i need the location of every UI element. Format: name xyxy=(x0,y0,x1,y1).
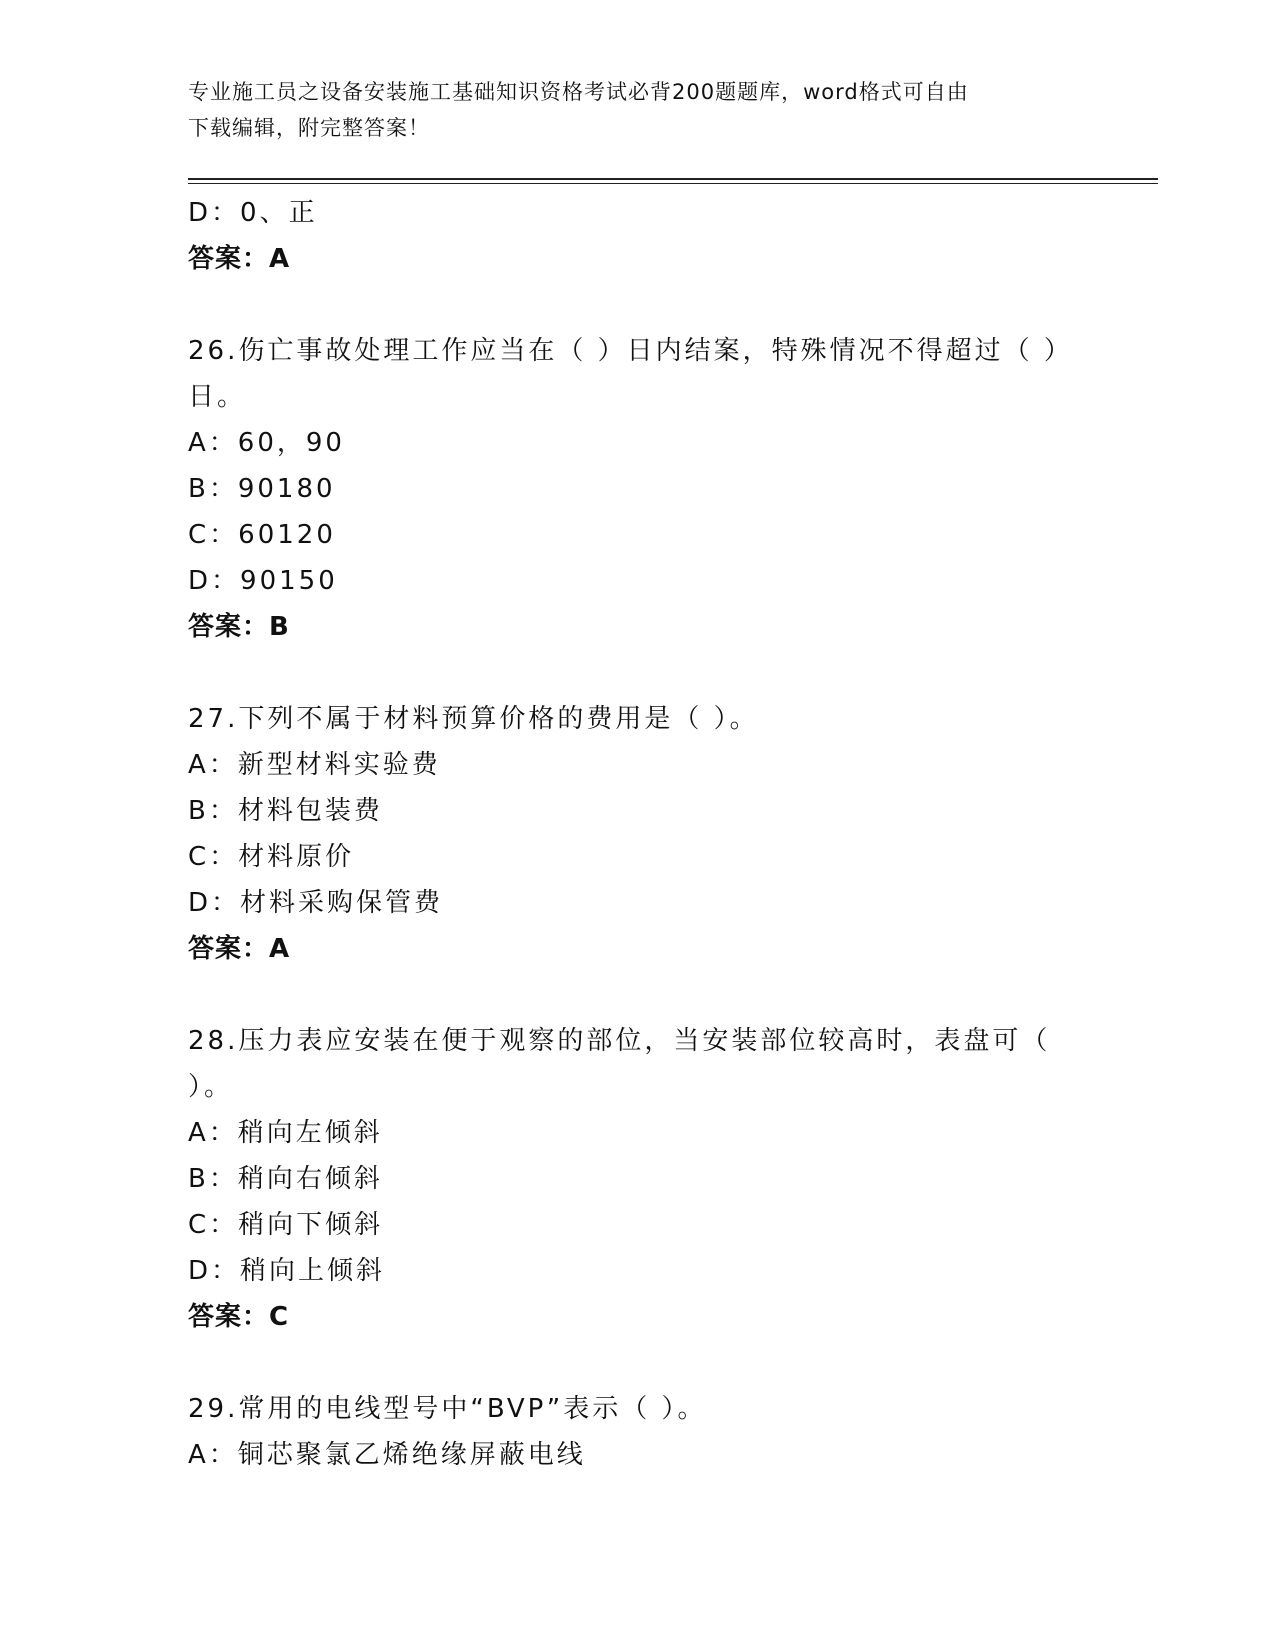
header-divider-thin xyxy=(188,183,1158,184)
option-a: A：60，90 xyxy=(188,428,345,458)
option-c: C：60120 xyxy=(188,520,336,550)
question-stem: 26.伤亡事故处理工作应当在（ ）日内结案，特殊情况不得超过（ ） xyxy=(188,336,1073,366)
document-header xyxy=(188,74,1088,146)
header-divider-thick xyxy=(188,178,1158,180)
option-a: A：铜芯聚氯乙烯绝缘屏蔽电线 xyxy=(188,1440,586,1470)
answer-line: 答案：A xyxy=(188,244,291,274)
option-d: D：稍向上倾斜 xyxy=(188,1256,386,1286)
question-list xyxy=(188,190,1088,1478)
option-c: C：材料原价 xyxy=(188,842,355,872)
spacer xyxy=(188,1340,1088,1386)
question-27 xyxy=(188,696,1088,972)
option-b: B：稍向右倾斜 xyxy=(188,1164,383,1194)
question-stem-continued: ）。 xyxy=(188,1072,234,1102)
question-26 xyxy=(188,328,1088,650)
question-stem: 28.压力表应安装在便于观察的部位，当安装部位较高时，表盘可（ xyxy=(188,1026,1051,1056)
option-b: B：材料包装费 xyxy=(188,796,383,826)
option-d: D：0、正 xyxy=(188,198,318,228)
answer-line: 答案：A xyxy=(188,934,291,964)
option-a: A：稍向左倾斜 xyxy=(188,1118,383,1148)
question-stem: 29.常用的电线型号中“BVP”表示（ ）。 xyxy=(188,1394,707,1424)
option-c: C：稍向下倾斜 xyxy=(188,1210,384,1240)
header-title-line-1: 专业施工员之设备安装施工基础知识资格考试必背200题题库，word格式可自由 xyxy=(188,80,969,104)
answer-line: 答案：B xyxy=(188,612,290,642)
option-d: D：材料采购保管费 xyxy=(188,888,444,918)
question-stem-continued: 日。 xyxy=(188,382,247,412)
option-d: D：90150 xyxy=(188,566,338,596)
answer-line: 答案：C xyxy=(188,1302,290,1332)
previous-question-tail xyxy=(188,190,1088,282)
spacer xyxy=(188,972,1088,1018)
header-title-line-2: 下载编辑，附完整答案！ xyxy=(188,116,430,140)
spacer xyxy=(188,282,1088,328)
question-stem: 27.下列不属于材料预算价格的费用是（ ）。 xyxy=(188,704,759,734)
option-a: A：新型材料实验费 xyxy=(188,750,441,780)
question-29 xyxy=(188,1386,1088,1478)
spacer xyxy=(188,650,1088,696)
question-28 xyxy=(188,1018,1088,1340)
option-b: B：90180 xyxy=(188,474,336,504)
